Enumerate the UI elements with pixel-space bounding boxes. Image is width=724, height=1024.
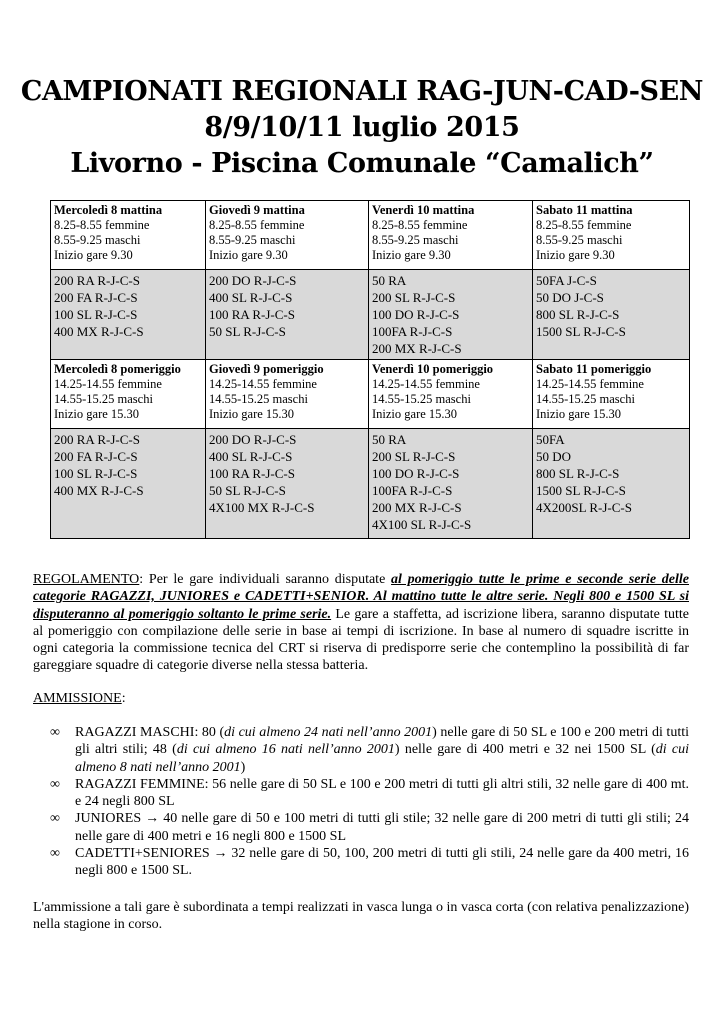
time-line: 14.25-14.55 femmine — [54, 377, 162, 391]
afternoon-header-row — [51, 360, 690, 429]
time-line: Inizio gare 15.30 — [536, 407, 622, 421]
race-item: 200 MX R-J-C-S — [372, 341, 462, 356]
title-line-1: CAMPIONATI REGIONALI RAG-JUN-CAD-SEN — [20, 76, 704, 107]
race-item: 400 MX R-J-C-S — [54, 483, 144, 498]
regolamento-text-1: : Per le gare individuali saranno disputate — [139, 572, 392, 587]
time-line: 8.25-8.55 femmine — [536, 218, 632, 232]
list-item — [50, 724, 689, 776]
time-line: 8.25-8.55 femmine — [372, 218, 468, 232]
race-item: 50 SL R-J-C-S — [209, 483, 286, 498]
race-item: 4X200SL R-J-C-S — [536, 500, 632, 515]
item-text: RAGAZZI MASCHI: 80 ( — [75, 725, 225, 740]
time-line: Inizio gare 15.30 — [372, 407, 458, 421]
race-item: 50 RA — [372, 273, 407, 288]
races-cell — [51, 270, 206, 360]
ammissione-colon: : — [121, 691, 126, 706]
time-line: 8.55-9.25 maschi — [54, 233, 141, 247]
time-line: 8.25-8.55 femmine — [209, 218, 305, 232]
list-item — [50, 845, 689, 880]
schedule-cell — [51, 360, 206, 429]
race-item: 100 SL R-J-C-S — [54, 466, 138, 481]
race-item: 400 MX R-J-C-S — [54, 324, 144, 339]
time-line: 14.55-15.25 maschi — [536, 392, 635, 406]
closing-paragraph: L'ammissione a tali gare è subordinata a tempi realizzati in vasca lunga o in vasca corta (con relativa penalizzazione) nella stagione in corso. — [33, 900, 689, 933]
item-text-italic: di cui almeno 8 nati nell’anno 2001 — [75, 742, 689, 775]
ammissione-heading — [33, 690, 689, 707]
item-text-italic: di cui almeno 16 nati nell’anno 2001 — [176, 742, 395, 758]
race-item: 50FA J-C-S — [536, 273, 597, 288]
race-item: 200 DO R-J-C-S — [209, 273, 297, 288]
day-label: Giovedì 9 mattina — [209, 203, 305, 217]
regolamento-text-2: Le gare a staffetta, ad iscrizione libera, saranno disputate tutte al pomeriggio con compilazione delle serie in base ai tempi di iscrizione. In base al numero di squadre iscritte in ogni categoria la commissione tecnica del CRT si riserva di predisporre serie che contemplino la possibilità di far gareggiare squadre di categorie diverse nella stessa batteria. — [33, 606, 689, 674]
race-item: 1500 SL R-J-C-S — [536, 324, 626, 339]
race-item: 100FA R-J-C-S — [372, 483, 453, 498]
item-text: ) — [240, 759, 246, 775]
races-cell — [369, 429, 533, 539]
morning-header-row — [51, 201, 690, 270]
race-item: 100 SL R-J-C-S — [54, 307, 138, 322]
race-item: 50 DO — [536, 449, 572, 464]
ammissione-list — [50, 724, 689, 880]
time-line: 8.55-9.25 maschi — [536, 233, 623, 247]
title-line-3: Livorno - Piscina Comunale “Camalich” — [70, 148, 654, 179]
race-item: 200 FA R-J-C-S — [54, 290, 138, 305]
regolamento-paragraph — [33, 571, 689, 675]
races-cell — [369, 270, 533, 360]
race-item: 100 RA R-J-C-S — [209, 466, 295, 481]
race-item: 50 RA — [372, 432, 407, 447]
item-text: CADETTI+SENIORES → 32 nelle gare di 50, 100, 200 metri di tutti gli stili, 24 nelle gare da 400 metri, 16 negli 800 e 1500 SL. — [75, 846, 689, 879]
race-item: 400 SL R-J-C-S — [209, 449, 293, 464]
day-label: Venerdì 10 mattina — [372, 203, 475, 217]
race-item: 100 DO R-J-C-S — [372, 307, 460, 322]
item-text: RAGAZZI FEMMINE: 56 nelle gare di 50 SL e 100 e 200 metri di tutti gli altri stili, 32 nelle gare di 400 mt. e 24 negli 800 SL — [75, 776, 689, 810]
races-cell — [533, 429, 690, 539]
race-item: 100 DO R-J-C-S — [372, 466, 460, 481]
schedule-cell — [206, 360, 369, 429]
race-item: 50 DO J-C-S — [536, 290, 604, 305]
race-item: 800 SL R-J-C-S — [536, 466, 620, 481]
race-item: 200 DO R-J-C-S — [209, 432, 297, 447]
day-label: Mercoledì 8 pomeriggio — [54, 362, 181, 376]
time-line: 8.25-8.55 femmine — [54, 218, 150, 232]
infinity-bullet-icon: ∞ — [50, 725, 60, 740]
ammissione-label: AMMISSIONE — [33, 691, 122, 706]
time-line: Inizio gare 9.30 — [54, 248, 133, 262]
item-text: JUNIORES → 40 nelle gare di 50 e 100 metri di tutti gli stile; 32 nelle gare di 200 metri di tutti gli stili; 24 nelle gare di 400 metri e 16 negli 800 e 1500 SL — [75, 811, 689, 844]
schedule-cell — [369, 201, 533, 270]
time-line: 14.55-15.25 maschi — [372, 392, 471, 406]
time-line: 8.55-9.25 maschi — [209, 233, 296, 247]
regolamento-label: REGOLAMENTO — [33, 572, 140, 587]
time-line: 14.55-15.25 maschi — [209, 392, 308, 406]
afternoon-races-row — [51, 429, 690, 539]
races-cell — [206, 270, 369, 360]
infinity-bullet-icon: ∞ — [50, 776, 60, 792]
races-cell — [206, 429, 369, 539]
schedule-cell — [533, 201, 690, 270]
race-item: 4X100 SL R-J-C-S — [372, 517, 472, 532]
schedule-table — [50, 200, 690, 539]
race-item: 400 SL R-J-C-S — [209, 290, 293, 305]
race-item: 800 SL R-J-C-S — [536, 307, 620, 322]
race-item: 200 MX R-J-C-S — [372, 500, 462, 515]
infinity-bullet-icon: ∞ — [50, 846, 60, 862]
list-item — [50, 776, 689, 811]
time-line: 8.55-9.25 maschi — [372, 233, 459, 247]
race-item: 100FA R-J-C-S — [372, 324, 453, 339]
schedule-cell — [206, 201, 369, 270]
race-item: 50FA — [536, 432, 565, 447]
time-line: 14.25-14.55 femmine — [372, 377, 480, 391]
race-item: 200 SL R-J-C-S — [372, 449, 456, 464]
schedule-cell — [51, 201, 206, 270]
item-text-italic: di cui almeno 24 nati nell’anno 2001 — [224, 725, 433, 740]
race-item: 100 RA R-J-C-S — [209, 307, 295, 322]
title-line-2: 8/9/10/11 luglio 2015 — [204, 112, 520, 143]
race-item: 1500 SL R-J-C-S — [536, 483, 626, 498]
day-label: Venerdì 10 pomeriggio — [372, 362, 494, 376]
races-cell — [533, 270, 690, 360]
infinity-bullet-icon: ∞ — [50, 811, 60, 827]
time-line: Inizio gare 9.30 — [372, 248, 451, 262]
race-item: 200 SL R-J-C-S — [372, 290, 456, 305]
day-label: Giovedì 9 pomeriggio — [209, 362, 324, 376]
item-text: ) nelle gare di 400 metri e 32 nei 1500 SL ( — [394, 742, 656, 758]
schedule-cell — [369, 360, 533, 429]
day-label: Mercoledì 8 mattina — [54, 203, 163, 217]
race-item: 50 SL R-J-C-S — [209, 324, 286, 339]
time-line: 14.25-14.55 femmine — [209, 377, 317, 391]
time-line: 14.25-14.55 femmine — [536, 377, 644, 391]
time-line: Inizio gare 9.30 — [209, 248, 288, 262]
item-text: ) nelle gare di 50 SL e 100 e 200 metri di tutti gli altri stili; 48 ( — [75, 725, 689, 758]
morning-races-row — [51, 270, 690, 360]
time-line: Inizio gare 9.30 — [536, 248, 615, 262]
schedule-cell — [533, 360, 690, 429]
race-item: 4X100 MX R-J-C-S — [209, 500, 315, 515]
race-item: 200 RA R-J-C-S — [54, 273, 140, 288]
list-item — [50, 810, 689, 845]
day-label: Sabato 11 mattina — [536, 203, 633, 217]
title-block — [0, 74, 724, 182]
time-line: 14.55-15.25 maschi — [54, 392, 153, 406]
race-item: 200 RA R-J-C-S — [54, 432, 140, 447]
races-cell — [51, 429, 206, 539]
day-label: Sabato 11 pomeriggio — [536, 362, 652, 376]
time-line: Inizio gare 15.30 — [54, 407, 140, 421]
race-item: 200 FA R-J-C-S — [54, 449, 138, 464]
time-line: Inizio gare 15.30 — [209, 407, 295, 421]
regolamento-emphasis: al pomeriggio tutte le prime e seconde serie delle categorie RAGAZZI, JUNIORES e CADETTI+SENIOR. Al mattino tutte le altre serie. Negli 800 e 1500 SL si disputeranno al pomeriggio soltanto le prime serie. — [33, 572, 689, 622]
